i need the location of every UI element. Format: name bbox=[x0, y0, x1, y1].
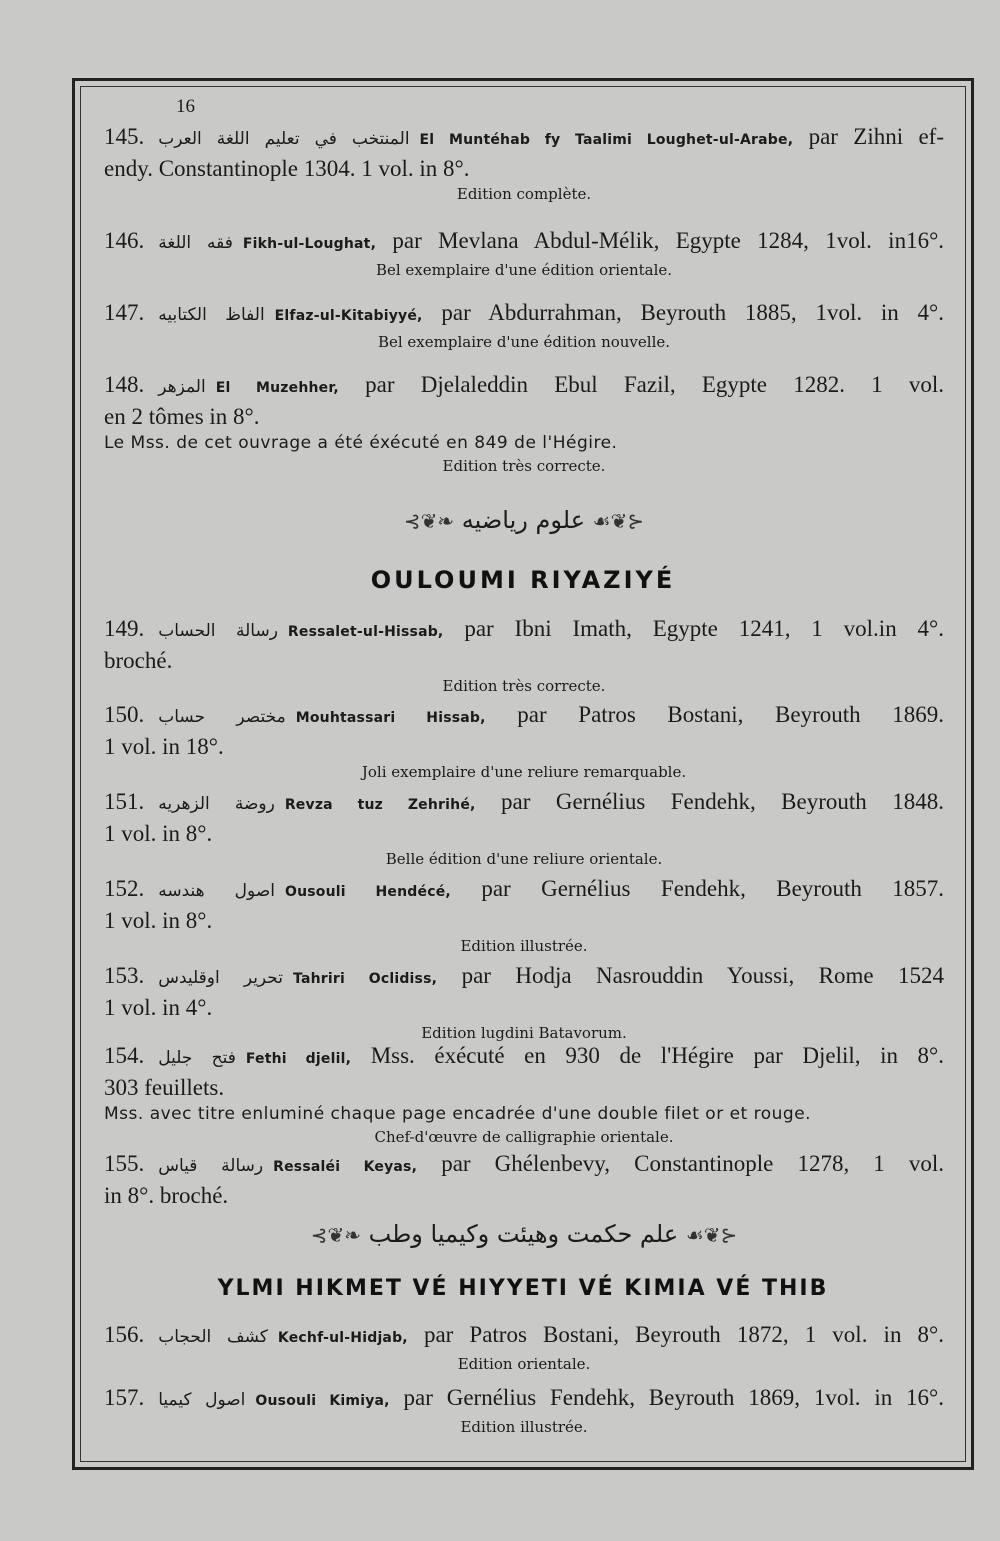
transliterated-title: Ousouli Hendécé, bbox=[284, 884, 451, 900]
catalog-entry-146 bbox=[104, 226, 944, 281]
entry-details: par Patros Bostani, Beyrouth 1872, 1 vol. in 8°. bbox=[423, 1322, 944, 1347]
entry-number: 151. bbox=[104, 789, 145, 814]
entry-line bbox=[104, 787, 944, 820]
section-arabic-title: علم حكمت وهيئت وكيميا وطب bbox=[368, 1220, 679, 1248]
entry-line bbox=[104, 614, 944, 647]
entry-line bbox=[104, 298, 944, 331]
entry-note: Bel exemplaire d'une édition orientale. bbox=[375, 261, 673, 279]
section-arabic-heading bbox=[104, 1220, 944, 1248]
section-arabic-title: علوم رياضيه bbox=[461, 506, 586, 534]
transliterated-title: Fethi djelil, bbox=[245, 1051, 352, 1067]
entry-number: 148. bbox=[104, 372, 145, 397]
entry-continuation: 1 vol. in 8°. bbox=[104, 821, 213, 846]
entry-note: Edition lugdini Batavorum. bbox=[421, 1024, 627, 1042]
catalog-entry-147 bbox=[104, 298, 944, 353]
entry-details: par Zihni ef- bbox=[808, 124, 944, 149]
entry-continuation: 303 feuillets. bbox=[104, 1075, 225, 1100]
entry-continuation: broché. bbox=[104, 648, 173, 673]
catalog-entry-151 bbox=[104, 787, 944, 870]
entry-line bbox=[104, 226, 944, 259]
entry-continuation: endy. Constantinople 1304. 1 vol. in 8°. bbox=[104, 156, 470, 181]
catalog-entry-154 bbox=[104, 1041, 944, 1148]
transliterated-title: Kechf-ul-Hidjab, bbox=[277, 1330, 408, 1346]
entry-line bbox=[104, 1320, 944, 1353]
entry-number: 156. bbox=[104, 1322, 145, 1347]
catalog-entry-148 bbox=[104, 370, 944, 477]
entry-number: 145. bbox=[104, 124, 145, 149]
entry-number: 149. bbox=[104, 616, 145, 641]
entry-note: Chef-d'œuvre de calligraphie orientale. bbox=[374, 1128, 674, 1146]
section-arabic-heading bbox=[104, 506, 944, 534]
entry-line bbox=[104, 1383, 944, 1416]
ornament-right-icon: ☙❦⊱ bbox=[685, 1223, 738, 1247]
entry-details: par Patros Bostani, Beyrouth 1869. bbox=[517, 702, 945, 727]
entry-continuation: 1 vol. in 18°. bbox=[104, 734, 224, 759]
catalog-entry-145 bbox=[104, 122, 944, 205]
entry-line bbox=[104, 1149, 944, 1182]
catalog-entry-155 bbox=[104, 1149, 944, 1210]
arabic-title: اصول كيميا bbox=[158, 1390, 246, 1410]
entry-details: par Abdurrahman, Beyrouth 1885, 1vol. in 4°. bbox=[441, 300, 945, 325]
entry-number: 155. bbox=[104, 1151, 145, 1176]
entry-note: Bel exemplaire d'une édition nouvelle. bbox=[377, 333, 671, 351]
entry-continuation: en 2 tômes in 8°. bbox=[104, 404, 260, 429]
transliterated-title: Ousouli Kimiya, bbox=[255, 1393, 390, 1409]
arabic-title: مختصر حساب bbox=[158, 707, 286, 727]
transliterated-title: Mouhtassari Hissab, bbox=[295, 710, 486, 726]
entry-line bbox=[104, 370, 944, 403]
entry-note: Belle édition d'une reliure orientale. bbox=[385, 850, 663, 868]
entry-note: Edition orientale. bbox=[457, 1355, 591, 1373]
entry-line bbox=[104, 700, 944, 733]
entry-number: 146. bbox=[104, 228, 145, 253]
ornament-left-icon: ⊰❦❧ bbox=[310, 1223, 361, 1247]
arabic-title: الفاظ الكتابيه bbox=[158, 305, 265, 325]
entry-number: 157. bbox=[104, 1385, 145, 1410]
ornament-right-icon: ☙❦⊱ bbox=[592, 509, 645, 533]
entry-details: par Gernélius Fendehk, Beyrouth 1857. bbox=[481, 876, 945, 901]
entry-continuation: 1 vol. in 8°. bbox=[104, 908, 213, 933]
arabic-title: فتح جليل bbox=[158, 1048, 236, 1068]
entry-continuation: in 8°. broché. bbox=[104, 1183, 229, 1208]
entry-number: 147. bbox=[104, 300, 145, 325]
ornament-left-icon: ⊰❦❧ bbox=[403, 509, 455, 533]
entry-remark: Mss. avec titre enluminé chaque page encadrée d'une double filet or et rouge. bbox=[104, 1104, 812, 1124]
catalog-entry-157 bbox=[104, 1383, 944, 1438]
arabic-title: المنتخب في تعليم اللغة العرب bbox=[158, 129, 410, 149]
catalog-entry-153 bbox=[104, 961, 944, 1044]
entry-line bbox=[104, 874, 944, 907]
arabic-title: رسالة قياس bbox=[158, 1156, 264, 1176]
page-number: 16 bbox=[176, 96, 195, 117]
section-title: YLMI HIKMET VÉ HIYYETI VÉ KIMIA VÉ THIB bbox=[217, 1276, 829, 1301]
entry-details: par Hodja Nasrouddin Youssi, Rome 1524 bbox=[461, 963, 944, 988]
entry-details: par Ghélenbevy, Constantinople 1278, 1 vol. bbox=[441, 1151, 944, 1176]
transliterated-title: El Muntéhab fy Taalimi Loughet-ul-Arabe, bbox=[419, 132, 794, 148]
arabic-title: فقه اللغة bbox=[158, 233, 233, 253]
catalog-entry-152 bbox=[104, 874, 944, 957]
entry-note: Edition illustrée. bbox=[460, 1418, 588, 1436]
entry-note: Edition très correcte. bbox=[442, 457, 606, 475]
entry-number: 153. bbox=[104, 963, 145, 988]
entry-line bbox=[104, 122, 944, 155]
entry-details: Mss. éxécuté en 930 de l'Hégire par Djelil, in 8°. bbox=[370, 1043, 944, 1068]
arabic-title: كشف الحجاب bbox=[158, 1327, 268, 1347]
entry-number: 152. bbox=[104, 876, 145, 901]
arabic-title: المزهر bbox=[158, 377, 206, 397]
entry-details: par Gernélius Fendehk, Beyrouth 1848. bbox=[501, 789, 945, 814]
arabic-title: اصول هندسه bbox=[158, 881, 275, 901]
entry-note: Joli exemplaire d'une reliure remarquable. bbox=[361, 763, 687, 781]
entry-note: Edition très correcte. bbox=[442, 677, 606, 695]
entry-line bbox=[104, 961, 944, 994]
entry-details: par Gernélius Fendehk, Beyrouth 1869, 1vol. in 16°. bbox=[403, 1385, 944, 1410]
transliterated-title: Ressalet-ul-Hissab, bbox=[287, 624, 444, 640]
entry-details: par Djelaleddin Ebul Fazil, Egypte 1282. 1 vol. bbox=[365, 372, 944, 397]
entry-details: par Ibni Imath, Egypte 1241, 1 vol.in 4°. bbox=[464, 616, 944, 641]
entry-note: Edition illustrée. bbox=[460, 937, 588, 955]
transliterated-title: Ressaléi Keyas, bbox=[273, 1159, 418, 1175]
transliterated-title: Tahriri Oclidiss, bbox=[293, 971, 438, 987]
entry-number: 150. bbox=[104, 702, 145, 727]
entry-continuation: 1 vol. in 4°. bbox=[104, 995, 213, 1020]
arabic-title: تحرير اوقليدس bbox=[158, 968, 284, 988]
entry-details: par Mevlana Abdul-Mélik, Egypte 1284, 1vol. in16°. bbox=[392, 228, 945, 253]
entry-line bbox=[104, 1041, 944, 1074]
transliterated-title: El Muzehher, bbox=[215, 380, 339, 396]
catalog-entry-150 bbox=[104, 700, 944, 783]
arabic-title: رسالة الحساب bbox=[158, 621, 278, 641]
section-title: OULOUMI RIYAZIYÉ bbox=[370, 566, 676, 594]
transliterated-title: Fikh-ul-Loughat, bbox=[242, 236, 377, 252]
catalog-entry-149 bbox=[104, 614, 944, 697]
arabic-title: روضة الزهريه bbox=[158, 794, 275, 814]
entry-remark: Le Mss. de cet ouvrage a été éxécuté en 849 de l'Hégire. bbox=[104, 433, 618, 453]
entry-number: 154. bbox=[104, 1043, 145, 1068]
catalog-entry-156 bbox=[104, 1320, 944, 1375]
transliterated-title: Elfaz-ul-Kitabiyyé, bbox=[274, 308, 423, 324]
entry-note: Edition complète. bbox=[456, 185, 592, 203]
transliterated-title: Revza tuz Zehrihé, bbox=[284, 797, 476, 813]
